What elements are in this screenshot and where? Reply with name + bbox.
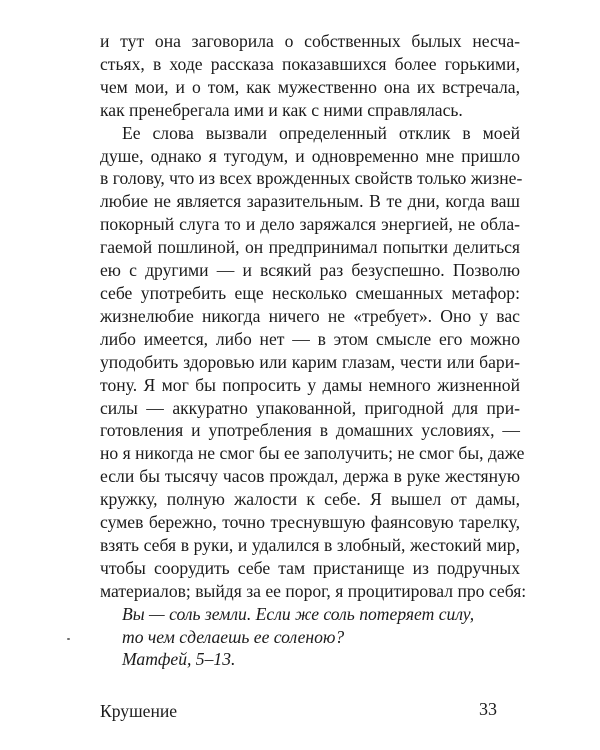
page-number: 33 (479, 699, 497, 719)
text-line: уподобить здоровью или карим глазам, чести или бари- (100, 351, 520, 372)
text-line: себе употребить еще несколько смешанных метафор: (100, 282, 520, 303)
text-line: либо имеется, либо нет — в этом смысле его можно (100, 328, 520, 349)
quote-line: то чем сделаешь ее соленою? (122, 626, 345, 647)
text-line: если бы тысячу часов прождал, держа в руке жестяную (100, 466, 520, 487)
text-line: душе, однако я тугодум, и одновременно мне пришло (100, 145, 520, 166)
text-line: сумев бережно, точно треснувшую фаянсовую тарелку, (100, 512, 520, 533)
text-line: в голову, что из всех врожденных свойств только жизне- (100, 168, 523, 189)
text-line: силы — аккуратно упакованной, пригодной для при- (100, 397, 520, 418)
quote-line: Вы — соль земли. Если же соль потеряет силу, (122, 603, 475, 624)
text-line: кружку, полную жалости к себе. Я вышел от дамы, (100, 489, 520, 510)
text-line: покорный слуга то и дело заряжался энергией, не обла- (100, 214, 520, 235)
text-line: готовления и употребления в домашних условиях, — (100, 420, 520, 441)
text-line: чем мои, и о том, как мужественно она их встречала, (100, 76, 520, 97)
text-line: но я никогда не смог бы ее заполучить; не смог бы, даже (100, 443, 525, 464)
running-footer-title: Крушение (100, 701, 178, 721)
text-line: и тут она заговорила о собственных былых несча- (100, 31, 520, 51)
scan-speck (67, 638, 70, 640)
body-text (100, 30, 527, 671)
text-line: материалов; выйдя за ее порог, я процитировал про себя: (100, 580, 527, 601)
text-line: взять себя в руки, и удалился в злобный, жестокий мир, (100, 534, 520, 555)
text-line: гаемой пошлиной, он предпринимал попытки делиться (100, 237, 520, 258)
text-line: стьях, в ходе рассказа показавшихся более горькими, (100, 53, 520, 74)
text-line: ею с другими — и всякий раз безуспешно. Позволю (100, 260, 520, 281)
text-line: жизнелюбие никогда ничего не «требует». Оно у вас (100, 305, 520, 326)
text-line: как пренебрегала ими и как с ними справлялась. (100, 99, 463, 120)
text-line: чтобы соорудить себе там пристанище из подручных (100, 557, 520, 578)
text-line: любие не является заразительным. В те дни, когда ваш (100, 191, 520, 212)
text-line: тону. Я мог бы попросить у дамы немного жизненной (100, 374, 520, 395)
quote-attribution: Матфей, 5–13. (122, 649, 236, 670)
text-line: Ее слова вызвали определенный отклик в моей (122, 122, 520, 143)
